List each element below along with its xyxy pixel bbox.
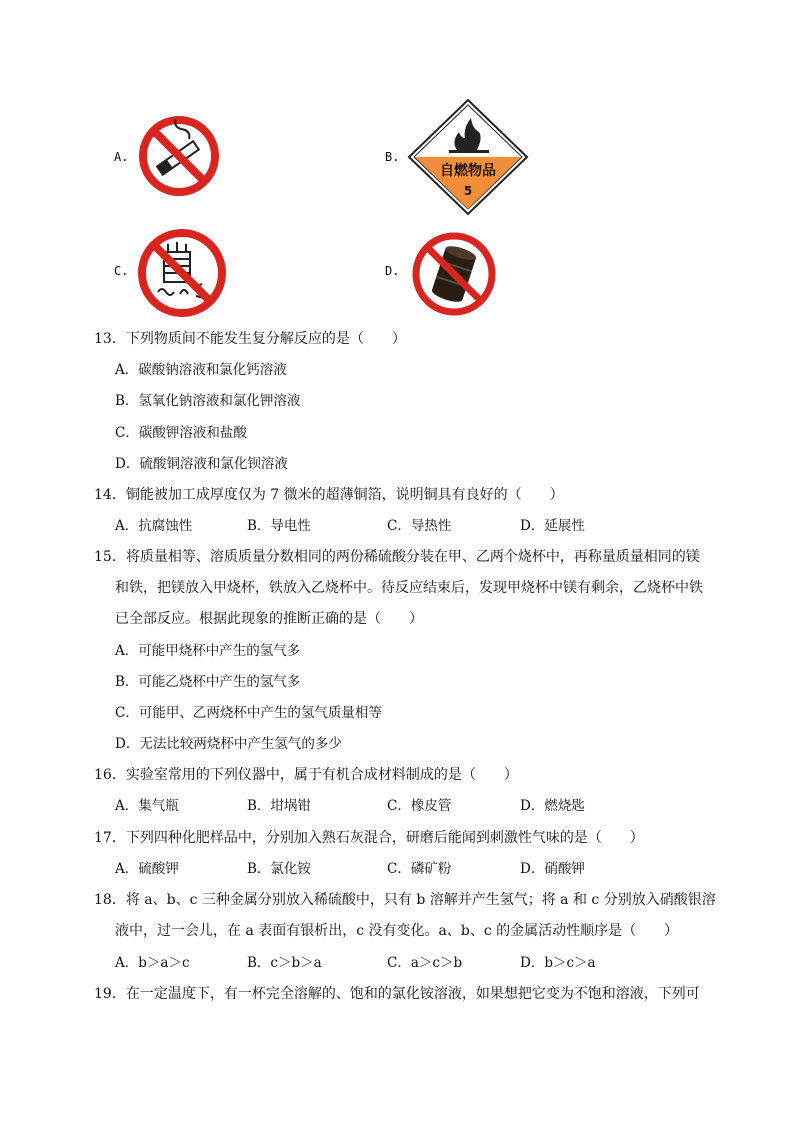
- option-c-label: C.: [114, 264, 129, 278]
- question-19-stem: 19．在一定温度下，有一杯完全溶解的、饱和的氯化铵溶液，如果想把它变为不饱和溶液，下列可: [94, 986, 700, 1002]
- question-15-stem-line-1: 15．将质量相等、溶质质量分数相同的两份稀硫酸分装在甲、乙两个烧杯中，再称量质量相同的镁: [94, 549, 700, 565]
- option-a-label: A.: [114, 150, 129, 164]
- q13-option-b: B．氢氧化钠溶液和氯化钾溶液: [115, 393, 301, 409]
- question-16-stem: 16．实验室常用的下列仪器中，属于有机合成材料制成的是（ ）: [94, 767, 518, 783]
- q15-option-b: B．可能乙烧杯中产生的氢气多: [115, 674, 301, 690]
- spontaneous-combustion-sign: [407, 98, 529, 216]
- option-d-label: D.: [385, 264, 400, 278]
- q18-option-b: B．c＞b＞a: [247, 955, 322, 971]
- q13-option-d: D．硫酸铜溶液和氯化钡溶液: [115, 456, 288, 472]
- question-18-stem-line-2: 液中，过一会儿，在 a 表面有银析出，c 没有变化。a、b、c 的金属活动性顺序是（ ）: [115, 923, 679, 939]
- q16-option-a: A．集气瓶: [115, 798, 179, 814]
- q13-option-a: A．碳酸钠溶液和氯化钙溶液: [115, 362, 287, 378]
- question-15-stem-line-2: 和铁，把镁放入甲烧杯，铁放入乙烧杯中。待反应结束后，发现甲烧杯中镁有剩余，乙烧杯中铁: [115, 580, 703, 596]
- q15-option-c: C．可能甲、乙两烧杯中产生的氢气质量相等: [115, 705, 382, 721]
- option-b-label: B.: [385, 150, 400, 164]
- question-14-stem: 14．铜能被加工成厚度仅为 7 微米的超薄铜箔，说明铜具有良好的（ ）: [94, 487, 564, 503]
- q18-option-c: C．a＞c＞b: [387, 955, 463, 971]
- q16-option-b: B．坩埚钳: [247, 798, 311, 814]
- q13-option-c: C．碳酸钾溶液和盐酸: [115, 425, 247, 441]
- question-17-stem: 17．下列四种化肥样品中，分别加入熟石灰混合，研磨后能闻到刺激性气味的是（ ）: [94, 830, 644, 846]
- q15-option-d: D．无法比较两烧杯中产生氢气的多少: [115, 736, 342, 752]
- q18-option-a: A．b＞a＞c: [115, 955, 190, 971]
- q17-option-d: D．硝酸钾: [520, 861, 585, 877]
- q14-option-b: B．导电性: [247, 518, 311, 534]
- q18-option-d: D．b＞c＞a: [520, 955, 596, 971]
- sign-b-number: 5: [463, 184, 473, 198]
- q14-option-a: A．抗腐蚀性: [115, 518, 193, 534]
- question-18-stem-line-1: 18．将 a、b、c 三种金属分别放入稀硫酸中，只有 b 溶解并产生氢气；将 a 和 c 分别放入硝酸银溶: [94, 892, 716, 908]
- q16-option-c: C．橡皮管: [387, 798, 452, 814]
- sign-b-text: 自燃物品: [440, 163, 496, 179]
- q16-option-d: D．燃烧匙: [520, 798, 585, 814]
- q17-option-b: B．氯化铵: [247, 861, 311, 877]
- question-15-stem-line-3: 已全部反应。根据此现象的推断正确的是（ ）: [115, 611, 423, 627]
- q14-option-d: D．延展性: [520, 518, 585, 534]
- no-fireworks-sign: [134, 226, 230, 320]
- no-oil-drum-sign: [408, 230, 500, 318]
- q15-option-a: A．可能甲烧杯中产生的氢气多: [115, 643, 301, 659]
- question-13-stem: 13．下列物质间不能发生复分解反应的是（ ）: [94, 331, 406, 347]
- q17-option-a: A．硫酸钾: [115, 861, 179, 877]
- q17-option-c: C．磷矿粉: [387, 861, 452, 877]
- q14-option-c: C．导热性: [387, 518, 452, 534]
- no-smoking-sign: [137, 114, 221, 198]
